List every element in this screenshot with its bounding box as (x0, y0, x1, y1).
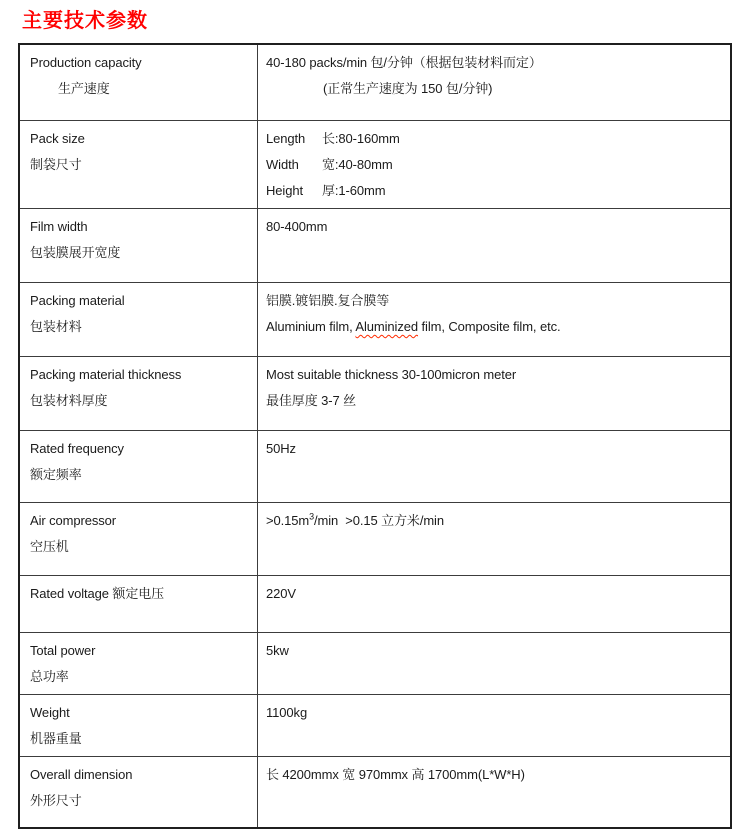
param-value (258, 121, 730, 208)
value-line: 80-400mm (266, 219, 328, 234)
param-value (258, 633, 730, 694)
param-label-zh: 包装材料厚度 (30, 393, 108, 408)
param-label-zh: 额定频率 (30, 467, 82, 482)
param-label-zh: 机器重量 (30, 731, 82, 746)
table-row-overall-dimension (20, 756, 730, 827)
param-label (20, 283, 258, 356)
misspelled-word: Aluminized (355, 319, 419, 334)
value-line (266, 152, 722, 178)
param-label (20, 357, 258, 430)
table-row-rated-voltage (20, 575, 730, 632)
table-row-packing-material (20, 282, 730, 356)
param-label-en: Total power (30, 643, 96, 658)
param-label (20, 431, 258, 502)
param-label-zh: 总功率 (30, 669, 69, 684)
param-label-en: Overall dimension (30, 767, 133, 782)
value-line (266, 178, 722, 204)
param-value (258, 431, 730, 502)
param-label (20, 757, 258, 827)
table-row-total-power (20, 632, 730, 694)
dimension-value: 厚:1-60mm (322, 183, 386, 198)
param-label-zh: 空压机 (30, 539, 69, 554)
value-line: 220V (266, 586, 296, 601)
value-text: Aluminium film, (266, 319, 356, 334)
param-label-en: Pack size (30, 131, 85, 146)
param-label-en: Air compressor (30, 513, 117, 528)
param-label-en: Rated frequency (30, 441, 124, 456)
param-label-zh: 生产速度 (58, 81, 110, 96)
value-line: 最佳厚度 3-7 丝 (266, 393, 357, 408)
param-value (258, 503, 730, 575)
spec-table (18, 43, 732, 829)
table-row-packing-material-thickness (20, 356, 730, 430)
param-label (20, 503, 258, 575)
param-label-zh: 制袋尺寸 (30, 157, 82, 172)
param-label-en: Film width (30, 219, 88, 234)
table-row-air-compressor (20, 502, 730, 575)
dimension-value: 长:80-160mm (322, 131, 400, 146)
value-text: /min >0.15 立方米/min (314, 513, 444, 528)
param-label (20, 695, 258, 756)
value-line: 铝膜.镀铝膜.复合膜等 (266, 293, 390, 308)
param-label-en: Packing material thickness (30, 367, 182, 382)
table-row-production-capacity (20, 45, 730, 120)
value-line (266, 126, 722, 152)
table-row-pack-size (20, 120, 730, 208)
param-label-en: Packing material (30, 293, 125, 308)
param-value (258, 576, 730, 632)
value-line: 长 4200mmx 宽 970mmx 高 1700mm(L*W*H) (266, 767, 525, 782)
value-text: >0.15m (266, 513, 310, 528)
param-value (258, 209, 730, 282)
param-label-zh: 包装膜展开宽度 (30, 245, 121, 260)
dimension-word: Length (266, 131, 306, 146)
param-label-en: Production capacity (30, 55, 142, 70)
value-line: (正常生产速度为 150 包/分钟) (323, 81, 493, 96)
dimension-word: Width (266, 157, 299, 172)
param-value (258, 45, 730, 120)
value-line (266, 314, 722, 340)
superscript: 3 (309, 511, 315, 522)
table-row-weight (20, 694, 730, 756)
param-value (258, 357, 730, 430)
param-label-combined: Rated voltage 额定电压 (30, 586, 165, 601)
param-label-zh: 外形尺寸 (30, 793, 82, 808)
value-line: 40-180 packs/min 包/分钟（根据包装材料而定） (266, 55, 542, 70)
param-label (20, 633, 258, 694)
value-line: 50Hz (266, 441, 296, 456)
param-label-zh: 包装材料 (30, 319, 82, 334)
value-line: 5kw (266, 643, 289, 658)
dimension-value: 宽:40-80mm (322, 157, 393, 172)
param-label (20, 121, 258, 208)
param-label (20, 45, 258, 120)
value-text: film, Composite film, etc. (418, 319, 561, 334)
param-value (258, 283, 730, 356)
value-line (266, 508, 722, 534)
param-label (20, 209, 258, 282)
param-label-en: Weight (30, 705, 70, 720)
page-title: 主要技术参数 (22, 10, 148, 32)
value-line: 1100kg (266, 705, 308, 720)
table-row-film-width (20, 208, 730, 282)
param-value (258, 695, 730, 756)
param-value (258, 757, 730, 827)
dimension-word: Height (266, 183, 303, 198)
table-row-rated-frequency (20, 430, 730, 502)
param-label (20, 576, 258, 632)
value-line: Most suitable thickness 30-100micron meter (266, 367, 517, 382)
